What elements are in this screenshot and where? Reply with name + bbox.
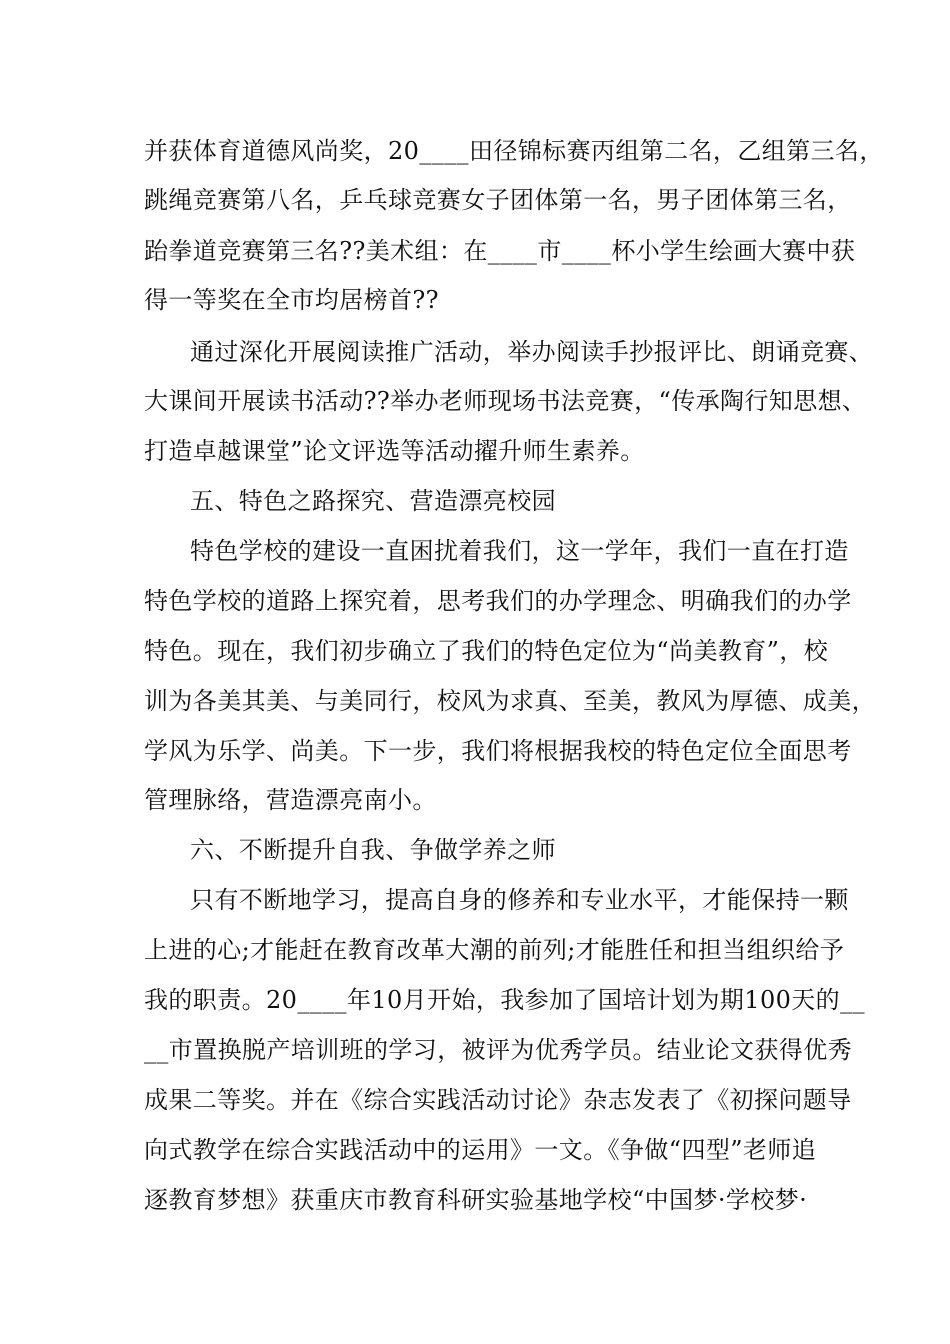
body-text-line: 并获体育道德风尚奖，20____田径锦标赛丙组第二名，乙组第三名， <box>144 137 884 165</box>
body-text-line: 成果二等奖。并在《综合实践活动讨论》杂志发表了《初探问题导 <box>144 1086 852 1114</box>
section-heading: 五、特色之路探究、营造漂亮校园 <box>190 487 556 515</box>
body-text-line: 逐教育梦想》获重庆市教育科研实验基地学校“中国梦·学校梦· <box>144 1186 808 1214</box>
body-text-line: 训为各美其美、与美同行，校风为求真、至美，教风为厚德、成美， <box>144 687 876 715</box>
body-text-line: 向式教学在综合实践活动中的运用》一文。《争做“四型”老师追 <box>144 1136 817 1164</box>
body-text-line: 打造卓越课堂”论文评选等活动擢升师生素养。 <box>144 437 645 465</box>
body-text-line: 特色。现在，我们初步确立了我们的特色定位为“尚美教育”，校 <box>144 637 829 665</box>
paragraph-start-line: 通过深化开展阅读推广活动，举办阅读手抄报评比、朗诵竞赛、 <box>190 338 874 366</box>
body-text-line: __市置换脱产培训班的学习，被评为优秀学员。结业论文获得优秀 <box>144 1036 852 1064</box>
body-text-line: 跆拳道竞赛第三名??美术组：在____市____杯小学生绘画大赛中获 <box>144 237 856 265</box>
body-text-line: 上进的心;才能赶在教育改革大潮的前列;才能胜任和担当组织给予 <box>144 936 845 964</box>
body-text-line: 大课间开展读书活动??举办老师现场书法竞赛，“传承陶行知思想、 <box>144 387 867 415</box>
body-text-line: 我的职责。20____年10月开始，我参加了国培计划为期100天的__ <box>144 986 865 1014</box>
body-text-line: 跳绳竞赛第八名，乒乓球竞赛女子团体第一名，男子团体第三名， <box>144 186 852 214</box>
body-text-line: 学风为乐学、尚美。下一步，我们将根据我校的特色定位全面思考 <box>144 737 852 765</box>
body-text-line: 管理脉络，营造漂亮南小。 <box>144 786 437 814</box>
body-text-line: 特色学校的道路上探究着，思考我们的办学理念、明确我们的办学 <box>144 587 852 615</box>
section-heading: 六、不断提升自我、争做学养之师 <box>190 836 556 864</box>
body-text-line: 得一等奖在全市均居榜首?? <box>144 286 439 314</box>
paragraph-start-line: 只有不断地学习，提高自身的修养和专业水平，才能保持一颗 <box>190 886 849 914</box>
paragraph-start-line: 特色学校的建设一直困扰着我们，这一学年，我们一直在打造 <box>190 537 849 565</box>
